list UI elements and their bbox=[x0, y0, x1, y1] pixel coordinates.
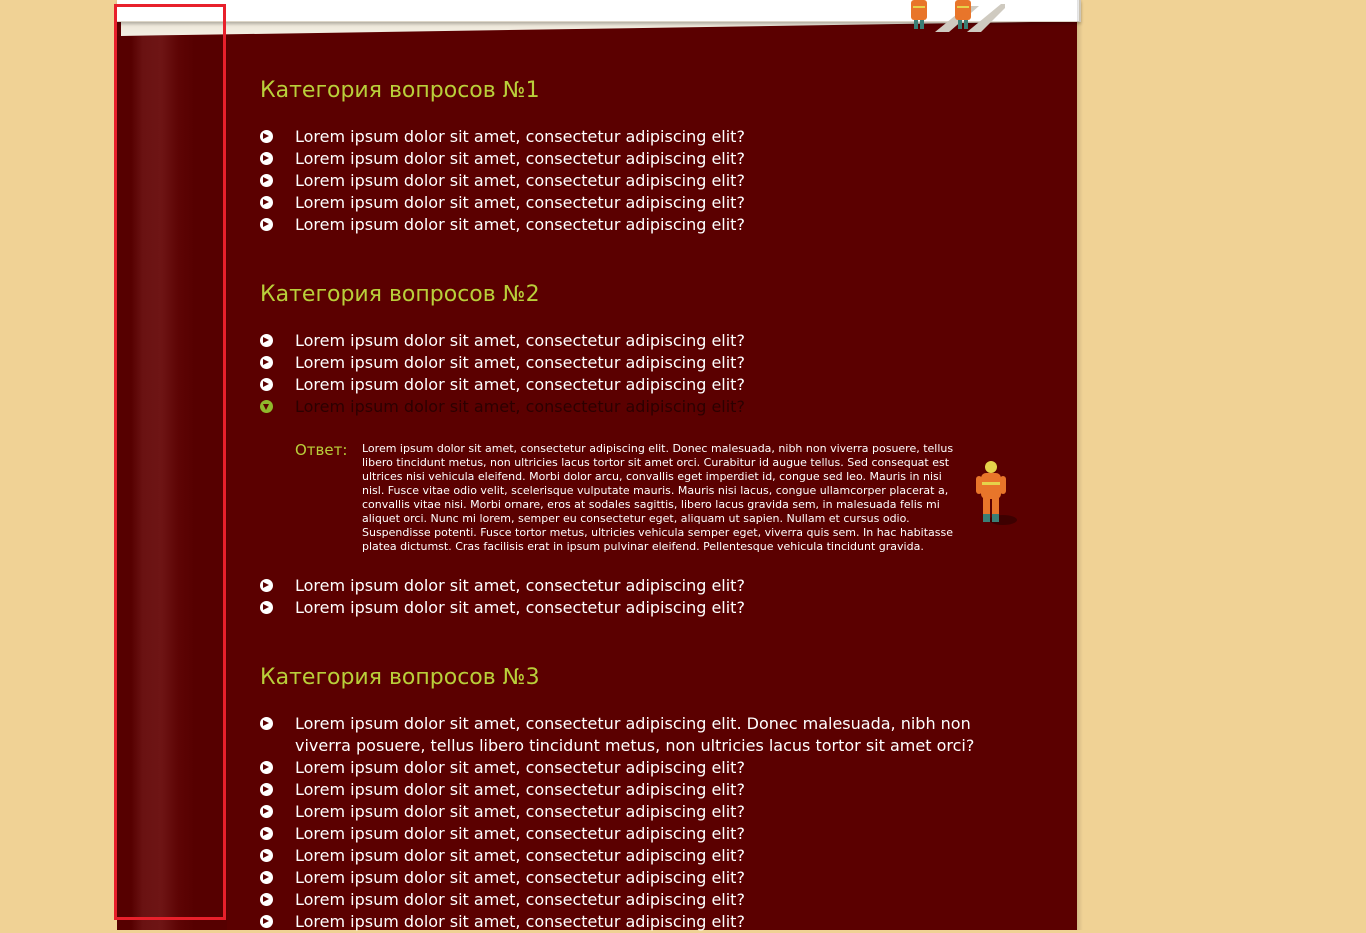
question-text: Lorem ipsum dolor sit amet, consectetur adipiscing elit? bbox=[295, 846, 745, 865]
arrow-circle-right-icon bbox=[260, 579, 273, 592]
question-text: Lorem ipsum dolor sit amet, consectetur adipiscing elit? bbox=[295, 576, 745, 595]
question-text: Lorem ipsum dolor sit amet, consectetur adipiscing elit? bbox=[295, 353, 745, 372]
question-item[interactable] bbox=[260, 757, 980, 779]
arrow-circle-right-icon bbox=[260, 601, 273, 614]
selection-outline bbox=[114, 4, 226, 920]
question-list-3 bbox=[260, 713, 980, 933]
arrow-circle-right-icon bbox=[260, 717, 273, 730]
question-item[interactable] bbox=[260, 801, 980, 823]
worker-illustration-icon bbox=[973, 458, 1019, 530]
question-item[interactable] bbox=[260, 575, 980, 597]
question-text: Lorem ipsum dolor sit amet, consectetur adipiscing elit? bbox=[295, 868, 745, 887]
arrow-circle-right-icon bbox=[260, 849, 273, 862]
question-item[interactable] bbox=[260, 845, 980, 867]
category-title-3: Категория вопросов №3 bbox=[260, 665, 540, 690]
question-item[interactable] bbox=[260, 374, 980, 396]
arrow-circle-down-icon bbox=[260, 400, 273, 413]
question-text: Lorem ipsum dolor sit amet, consectetur adipiscing elit. Donec malesuada, nibh non viverra posuere, tellus libero tincidunt metus, non ultricies lacus tortor sit amet orci? bbox=[295, 714, 975, 755]
question-item[interactable] bbox=[260, 148, 980, 170]
category-title-2: Категория вопросов №2 bbox=[260, 282, 540, 307]
question-text: Lorem ipsum dolor sit amet, consectetur adipiscing elit? bbox=[295, 780, 745, 799]
question-text: Lorem ipsum dolor sit amet, consectetur adipiscing elit? bbox=[295, 397, 745, 416]
category-title-1: Категория вопросов №1 bbox=[260, 78, 540, 103]
question-text: Lorem ipsum dolor sit amet, consectetur adipiscing elit? bbox=[295, 375, 745, 394]
arrow-circle-right-icon bbox=[260, 783, 273, 796]
arrow-circle-right-icon bbox=[260, 152, 273, 165]
question-list-1 bbox=[260, 126, 980, 236]
question-text: Lorem ipsum dolor sit amet, consectetur adipiscing elit? bbox=[295, 127, 745, 146]
question-text: Lorem ipsum dolor sit amet, consectetur adipiscing elit? bbox=[295, 912, 745, 931]
arrow-circle-right-icon bbox=[260, 196, 273, 209]
faq-content bbox=[260, 0, 1020, 930]
answer-label: Ответ: bbox=[295, 441, 348, 459]
question-item[interactable] bbox=[260, 867, 980, 889]
question-item[interactable] bbox=[260, 597, 980, 619]
arrow-circle-right-icon bbox=[260, 871, 273, 884]
question-text: Lorem ipsum dolor sit amet, consectetur adipiscing elit? bbox=[295, 890, 745, 909]
answer-panel bbox=[295, 440, 995, 556]
answer-text: Lorem ipsum dolor sit amet, consectetur adipiscing elit. Donec malesuada, nibh non viverra posuere, tellus libero tincidunt metus, non ultricies lacus tortor sit amet orci. Curabitur id augue tellus. Sed consequat est ultrices nisi vehicula eleifend. Morbi dolor arcu, convallis eget imperdiet id, congue sed leo. Mauris in nisi nisl. Fusce vitae odio velit, scelerisque vulputate mauris. Mauris nisi lacus, congue ullamcorper placerat a, convallis vitae nisi. Morbi ornare, eros at sodales sagittis, libero lacus gravida sem, in malesuada felis mi aliquet orci. Nunc mi lorem, semper eu consectetur eget, aliquam ut sapien. Nullam et cursus odio. Suspendisse potenti. Fusce tortor metus, ultricies vehicula semper eget, viverra quis sem. In hac habitasse platea dictumst. Cras facilisis erat in ipsum pulvinar eleifend. Pellentesque vehicula tincidunt gravida. bbox=[362, 442, 954, 553]
arrow-circle-right-icon bbox=[260, 378, 273, 391]
question-text: Lorem ipsum dolor sit amet, consectetur adipiscing elit? bbox=[295, 824, 745, 843]
question-text: Lorem ipsum dolor sit amet, consectetur adipiscing elit? bbox=[295, 149, 745, 168]
question-item[interactable] bbox=[260, 779, 980, 801]
arrow-circle-right-icon bbox=[260, 893, 273, 906]
arrow-circle-right-icon bbox=[260, 761, 273, 774]
question-item[interactable] bbox=[260, 889, 980, 911]
question-item[interactable] bbox=[260, 126, 980, 148]
arrow-circle-right-icon bbox=[260, 130, 273, 143]
question-item[interactable] bbox=[260, 170, 980, 192]
question-item[interactable] bbox=[260, 330, 980, 352]
question-item[interactable] bbox=[260, 214, 980, 236]
question-text: Lorem ipsum dolor sit amet, consectetur adipiscing elit? bbox=[295, 193, 745, 212]
arrow-circle-right-icon bbox=[260, 218, 273, 231]
question-text: Lorem ipsum dolor sit amet, consectetur adipiscing elit? bbox=[295, 758, 745, 777]
arrow-circle-right-icon bbox=[260, 805, 273, 818]
question-item[interactable] bbox=[260, 192, 980, 214]
arrow-circle-right-icon bbox=[260, 334, 273, 347]
question-item[interactable] bbox=[260, 352, 980, 374]
arrow-circle-right-icon bbox=[260, 827, 273, 840]
question-item-expanded[interactable] bbox=[260, 396, 980, 418]
question-text: Lorem ipsum dolor sit amet, consectetur adipiscing elit? bbox=[295, 598, 745, 617]
question-item[interactable] bbox=[260, 823, 980, 845]
arrow-circle-right-icon bbox=[260, 174, 273, 187]
question-text: Lorem ipsum dolor sit amet, consectetur adipiscing elit? bbox=[295, 802, 745, 821]
question-text: Lorem ipsum dolor sit amet, consectetur adipiscing elit? bbox=[295, 215, 745, 234]
question-item[interactable] bbox=[260, 713, 975, 757]
question-list-2-continued bbox=[260, 575, 980, 619]
question-text: Lorem ipsum dolor sit amet, consectetur adipiscing elit? bbox=[295, 171, 745, 190]
arrow-circle-right-icon bbox=[260, 915, 273, 928]
question-text: Lorem ipsum dolor sit amet, consectetur adipiscing elit? bbox=[295, 331, 745, 350]
arrow-circle-right-icon bbox=[260, 356, 273, 369]
question-list-2 bbox=[260, 330, 980, 418]
